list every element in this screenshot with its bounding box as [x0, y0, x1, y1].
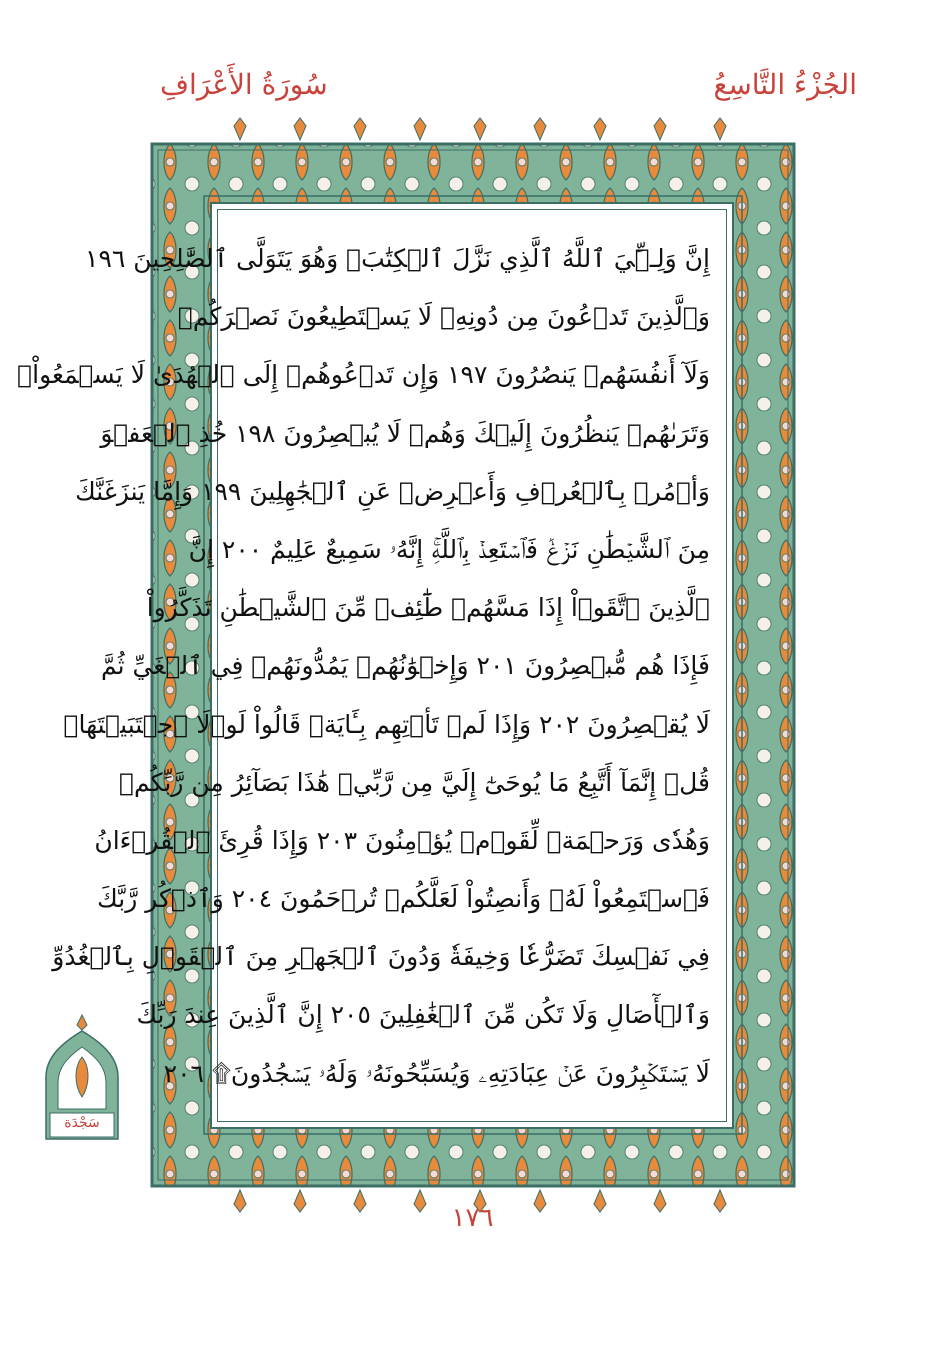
text-line: فَٱسۡتَمِعُواْ لَهُۥ وَأَنصِتُواْ لَعَلَّكُمۡ تُرۡحَمُونَ ٢٠٤ وَٱذۡكُر رَّبَّكَ [97, 884, 710, 914]
text-line: مِنَ ٱلشَّيۡطَٰنِ نَزۡغٞ فَٱسۡتَعِذۡ بِٱللَّهِۚ إِنَّهُۥ سَمِيعٌ عَلِيمٌ ٢٠٠ إِنَّ [188, 534, 710, 564]
surah-title: سُورَةُ الأَعْرَافِ [160, 68, 328, 101]
text-line: وَٱلَّذِينَ تَدۡعُونَ مِن دُونِهِۦ لَا يَسۡتَطِيعُونَ نَصۡرَكُمۡ [177, 302, 710, 332]
text-line: وَتَرَىٰهُمۡ يَنظُرُونَ إِلَيۡكَ وَهُمۡ لَا يُبۡصِرُونَ ١٩٨ خُذِ ٱلۡعَفۡوَ [100, 418, 710, 448]
text-line: وَأۡمُرۡ بِٱلۡعُرۡفِ وَأَعۡرِضۡ عَنِ ٱلۡجَٰهِلِينَ ١٩٩ وَإِمَّا يَنزَغَنَّكَ [75, 476, 710, 506]
sajda-label: سَجْدَة [64, 1115, 100, 1131]
text-line: لَا يُقۡصِرُونَ ٢٠٢ وَإِذَا لَمۡ تَأۡتِهِم بِـَٔايَةٖ قَالُواْ لَوۡلَا ٱجۡتَبَيۡتَهَاۚ [63, 709, 710, 739]
text-line: وَهُدٗى وَرَحۡمَةٞ لِّقَوۡمٖ يُؤۡمِنُونَ ٢٠٣ وَإِذَا قُرِئَ ٱلۡقُرۡءَانُ [94, 825, 710, 855]
text-line: فَإِذَا هُم مُّبۡصِرُونَ ٢٠١ وَإِخۡوَٰنُهُمۡ يَمُدُّونَهُمۡ فِي ٱلۡغَيِّ ثُمَّ [101, 651, 710, 681]
juz-title: الجُزْءُ التَّاسِعُ [713, 68, 857, 101]
text-line: ٱلَّذِينَ ٱتَّقَوۡاْ إِذَا مَسَّهُمۡ طَٰٓئِفٞ مِّنَ ٱلشَّيۡطَٰنِ تَذَكَّرُواْ [146, 593, 710, 623]
text-line: وَٱلۡأٓصَالِ وَلَا تَكُن مِّنَ ٱلۡغَٰفِلِينَ ٢٠٥ إِنَّ ٱلَّذِينَ عِندَ رَبِّكَ [136, 1000, 710, 1030]
text-line: فِي نَفۡسِكَ تَضَرُّعٗا وَخِيفَةٗ وَدُونَ ٱلۡجَهۡرِ مِنَ ٱلۡقَوۡلِ بِٱلۡغُدُوِّ [52, 942, 710, 972]
text-lines [17, 230, 710, 1103]
text-line: إِنَّ وَلِـِّۧيَ ٱللَّهُ ٱلَّذِي نَزَّلَ ٱلۡكِتَٰبَۖ وَهُوَ يَتَوَلَّى ٱلصَّٰلِحِينَ ١٩٦ [85, 244, 710, 273]
text-line: لَا يَسۡتَكۡبِرُونَ عَنۡ عِبَادَتِهِۦ وَيُسَبِّحُونَهُۥ وَلَهُۥ يَسۡجُدُونَ۩ ٢٠٦ [163, 1058, 710, 1088]
text-line: وَلَآ أَنفُسَهُمۡ يَنصُرُونَ ١٩٧ وَإِن تَدۡعُوهُمۡ إِلَى ٱلۡهُدَىٰ لَا يَسۡمَعُواْۖ [17, 360, 710, 390]
text-line: قُلۡ إِنَّمَآ أَتَّبِعُ مَا يُوحَىٰٓ إِلَيَّ مِن رَّبِّيۚ هَٰذَا بَصَآئِرُ مِن رَّبِّكُمۡ [118, 767, 710, 797]
page-number: ١٧٦ [451, 1203, 494, 1233]
